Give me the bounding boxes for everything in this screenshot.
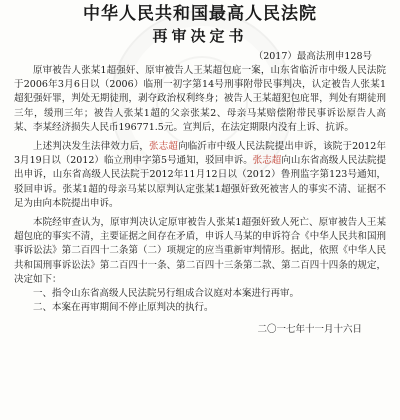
decision-item-2: 二、本案在再审期间不停止原判决的执行。 (33, 302, 214, 314)
highlighted-name: 张志超 (252, 155, 282, 167)
paragraph-review-finding: 本院经审查认为，原审判决认定原审被告人张某1超强奸致人死亡、原审被告人王某超包庇的事实不清，主要证据之间存在矛盾，申诉人马某的申诉符合《中华人民共和国刑事诉讼法》第二百四十二条第（二）项规定的应当重新审判情形。据此，依照《中华人民共和国刑事诉讼法》第二百四十一条、第二百四十三条第二款、第二百四十四条的规定，决定如下： (14, 217, 386, 285)
court-seal-watermark (110, 10, 294, 194)
paragraph-text: 上述判决发生法律效力后， (33, 141, 150, 153)
paragraph-original-judgment: 原审被告人张某1超强奸、原审被告人王某超包庇一案，山东省临沂市中级人民法院于2006年3月6日以（2006）临刑一初字第14号刑事附带民事判决，认定被告人张某1超犯强奸罪，判处无期徒刑，剥夺政治权利终身；被告人王某超犯包庇罪，判处有期徒刑三年，缓刑三年；被告人张某1超的父亲张某2、母亲马某赔偿附带民事诉讼原告人高某、李某经济损失人民币196771.5元。宣判后，在法定期限内没有上诉、抗诉。 (14, 65, 386, 133)
document-date: 二〇一七年十一月十六日 (257, 324, 362, 336)
case-number: （2017）最高法刑申128号 (253, 51, 372, 62)
highlighted-name: 张志超 (149, 141, 179, 153)
paragraph-text: 向临沂市中级人民法院提出申诉，该院于2012年3月19日以（2012）临立刑申字第5号通知，驳回申诉。 (14, 141, 386, 167)
paragraph-text: 向山东省高级人民法院提出申诉，山东省高级人民法院于2012年11月12日以（2012）鲁刑监字第123号通知，驳回申诉。张某1超的母亲马某以原判认定张某1超强奸致死被害人的事实不清、证据不足为由向本院提出申诉。 (14, 155, 386, 209)
decision-item-1: 一、指令山东省高级人民法院另行组成合议庭对本案进行再审。 (33, 288, 300, 300)
court-name-heading: 中华人民共和国最高人民法院 (83, 4, 317, 24)
document-type-heading: 再审决定书 (152, 27, 248, 45)
